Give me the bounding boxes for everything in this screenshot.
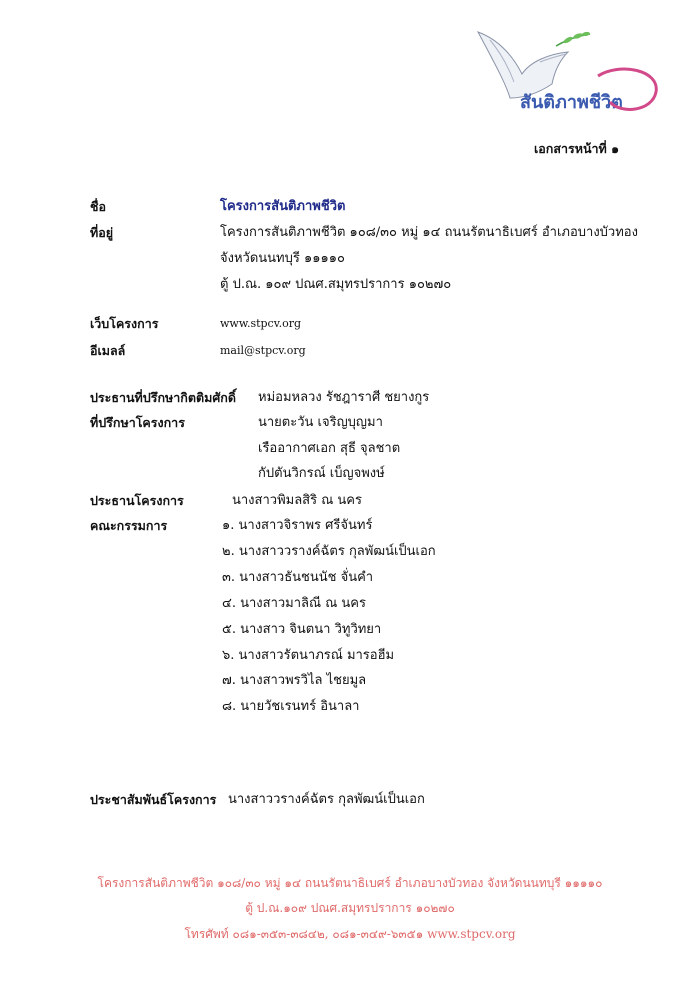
committee-member: ๖. นางสาวรัตนาภรณ์ มารอฮีม: [222, 648, 395, 663]
advisor-name: เรืออากาศเอก สุธี จุลชาต: [258, 441, 401, 456]
address-line: จังหวัดนนทบุรี ๑๑๑๑๐: [220, 251, 345, 266]
website-link[interactable]: www.stpcv.org: [220, 317, 302, 330]
dove-logo: [470, 22, 670, 122]
name-label: ชื่อ: [90, 199, 106, 214]
website-label: เว็บโครงการ: [90, 316, 159, 331]
pr-name: นางสาววรางค์ฉัตร กุลพัฒน์เป็นเอก: [228, 792, 425, 807]
honorary-name: หม่อมหลวง รัชฎาราศี ชยางกูร: [258, 390, 430, 405]
committee-label: คณะกรรมการ: [90, 518, 168, 533]
advisors-label: ที่ปรึกษาโครงการ: [90, 415, 185, 430]
footer-address: โครงการสันติภาพชีวิต ๑๐๘/๓๐ หมู่ ๑๔ ถนนรัตนาธิเบศร์ อำเภอบางบัวทอง จังหวัดนนทบุรี ๑๑๑๑๐: [97, 876, 603, 890]
address-label: ที่อยู่: [90, 225, 114, 240]
committee-member: ๘. นายวัชเรนทร์ อินาลา: [222, 699, 360, 714]
committee-member: ๕. นางสาว จินตนา วิทูวิทยา: [222, 622, 382, 637]
organization-name: โครงการสันติภาพชีวิต: [220, 199, 346, 214]
document-number: เอกสารหน้าที่ ๑: [534, 141, 620, 156]
footer-po-box: ตู้ ป.ณ.๑๐๙ ปณศ.สมุทรปราการ ๑๐๒๗๐: [245, 901, 455, 915]
advisor-name: นายตะวัน เจริญบุญมา: [258, 415, 383, 430]
president-name: นางสาวพิมลสิริ ณ นคร: [232, 493, 362, 508]
footer-contact: โทรศัพท์ ๐๘๑-๓๕๓-๓๘๔๒, ๐๘๑-๓๔๙-๖๓๕๑ www.stpcv.org: [184, 927, 516, 941]
address-line: ตู้ ป.ณ. ๑๐๙ ปณศ.สมุทรปราการ ๑๐๒๗๐: [220, 277, 452, 292]
committee-member: ๑. นางสาวจิราพร ศรีจันทร์: [222, 518, 373, 533]
pr-label: ประชาสัมพันธ์โครงการ: [90, 792, 217, 807]
committee-member: ๒. นางสาววรางค์ฉัตร กุลพัฒน์เป็นเอก: [222, 544, 436, 559]
address-line: โครงการสันติภาพชีวิต ๑๐๘/๓๐ หมู่ ๑๔ ถนนรัตนาธิเบศร์ อำเภอบางบัวทอง: [220, 225, 638, 240]
committee-member: ๔. นางสาวมาลิณี ณ นคร: [222, 596, 366, 611]
logo-text: สันติภาพชีวิต: [520, 92, 623, 113]
president-label: ประธานโครงการ: [90, 493, 184, 508]
committee-member: ๓. นางสาวธันชนนัช จั่นคำ: [222, 570, 374, 585]
email-label: อีเมลล์: [90, 343, 126, 358]
email-link[interactable]: mail@stpcv.org: [220, 344, 306, 357]
dove-icon: [470, 22, 670, 122]
honorary-label: ประธานที่ปรึกษากิตติมศักดิ์: [90, 390, 236, 405]
advisor-name: กัปตันวิกรณ์ เบ็ญจพงษ์: [258, 466, 385, 481]
committee-member: ๗. นางสาวพรวิไล ไชยมูล: [222, 673, 367, 688]
